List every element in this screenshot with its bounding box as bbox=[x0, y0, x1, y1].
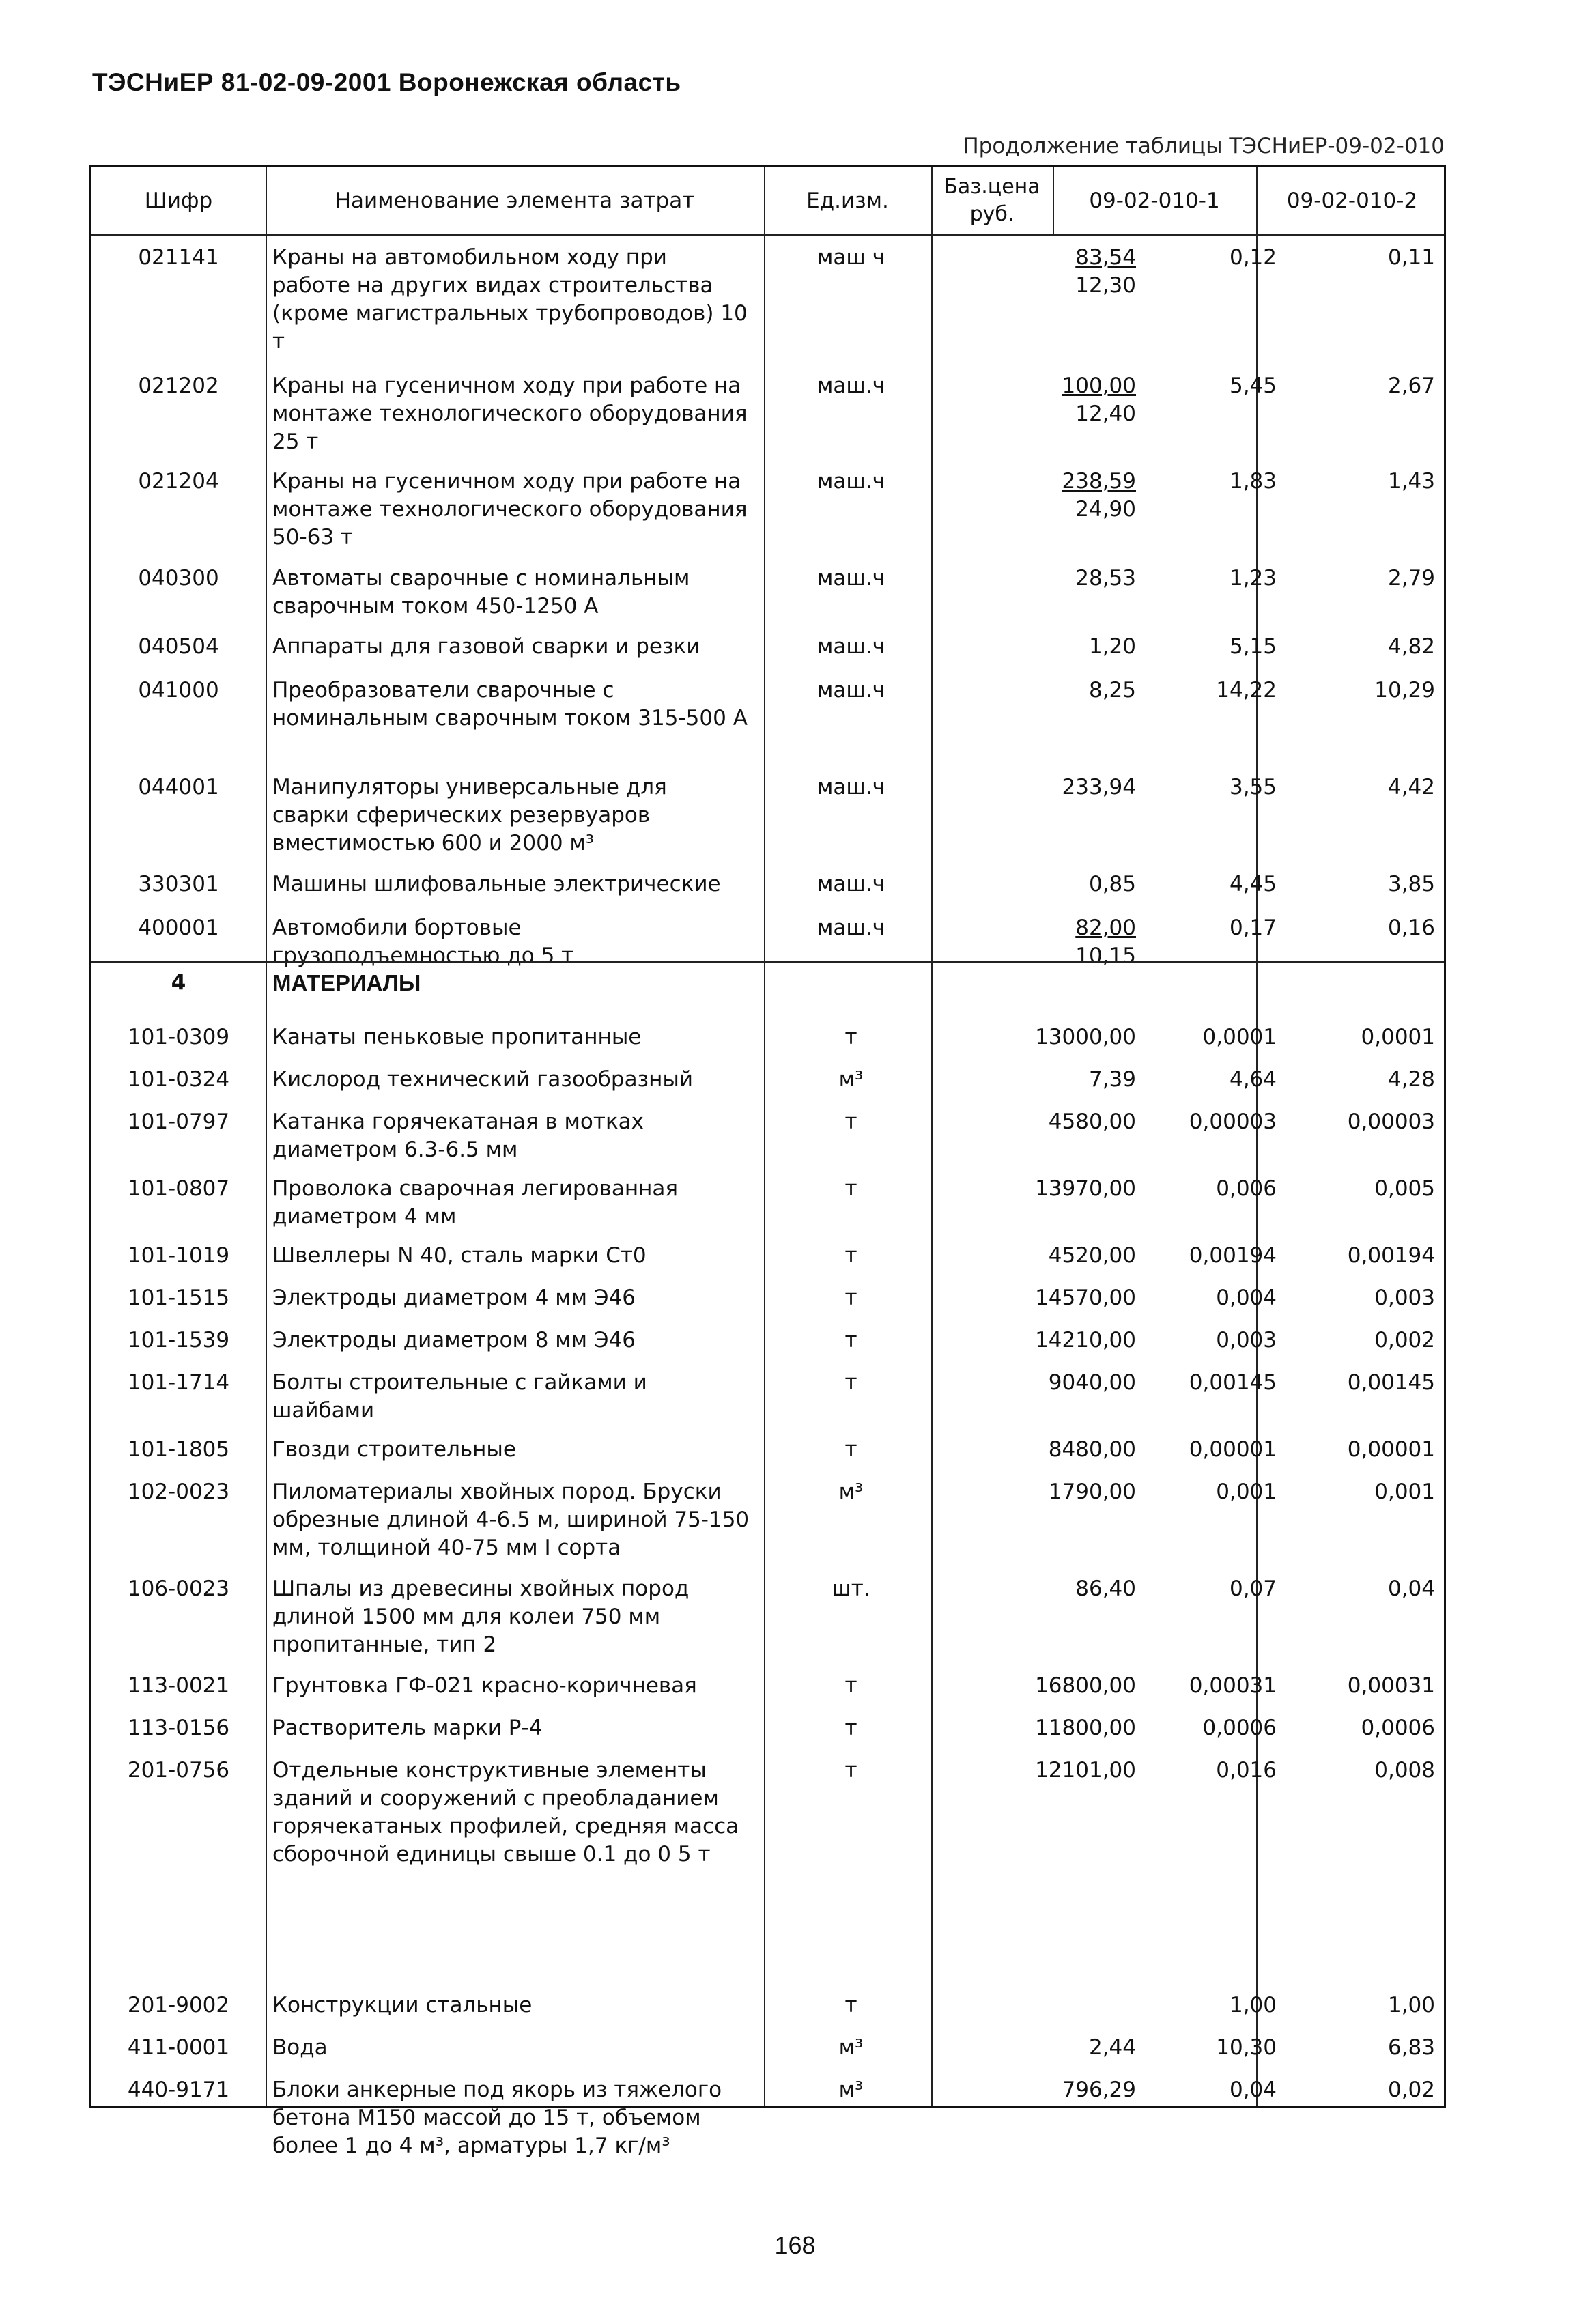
row-code: 041000 bbox=[138, 678, 219, 703]
row-price-value: 238,59 bbox=[1062, 469, 1136, 494]
row-name: Швеллеры N 40, сталь марки Ст0 bbox=[272, 1243, 647, 1268]
row-value-col1: 10,30 bbox=[1216, 2035, 1277, 2060]
row-name: Манипуляторы универсальные для сварки сферических резервуаров вместимостью 600 и 2000 м³ bbox=[272, 775, 667, 855]
row-price-sub: 10,15 bbox=[1075, 944, 1136, 968]
row-unit: т bbox=[844, 1993, 857, 2017]
row-value-col2: 0,0006 bbox=[1361, 1716, 1435, 1740]
row-code: 040300 bbox=[138, 566, 219, 591]
row-price: 14570,00 bbox=[1035, 1286, 1136, 1310]
row-unit: м³ bbox=[838, 1067, 864, 1092]
section-name: МАТЕРИАЛЫ bbox=[272, 970, 421, 995]
row-value-col2: 0,003 bbox=[1374, 1286, 1435, 1310]
row-price: 11800,00 bbox=[1035, 1716, 1136, 1740]
row-price: 13970,00 bbox=[1035, 1176, 1136, 1201]
row-code: 021204 bbox=[138, 469, 219, 494]
row-code: 101-0309 bbox=[127, 1025, 230, 1049]
header-divider bbox=[91, 234, 1444, 236]
row-price: 14210,00 bbox=[1035, 1328, 1136, 1352]
row-price-value: 82,00 bbox=[1075, 916, 1136, 940]
header-col2: 09-02-010-2 bbox=[1286, 188, 1418, 213]
column-divider bbox=[764, 167, 765, 2106]
row-value-col2: 0,008 bbox=[1374, 1758, 1435, 1783]
row-price-sub: 12,30 bbox=[1075, 273, 1136, 298]
row-value-col1: 0,0006 bbox=[1202, 1716, 1277, 1740]
row-unit: маш.ч bbox=[817, 566, 885, 591]
row-code: 101-0807 bbox=[127, 1176, 230, 1201]
row-value-col2: 0,00145 bbox=[1347, 1370, 1435, 1395]
row-name: Электроды диаметром 8 мм Э46 bbox=[272, 1328, 636, 1352]
row-unit: т bbox=[844, 1437, 857, 1462]
row-value-col1: 0,00003 bbox=[1189, 1109, 1277, 1134]
page-number: 168 bbox=[774, 2231, 816, 2259]
row-value-col1: 4,45 bbox=[1229, 872, 1277, 896]
row-value-col2: 0,001 bbox=[1374, 1479, 1435, 1504]
row-name: Аппараты для газовой сварки и резки bbox=[272, 634, 700, 659]
row-unit: т bbox=[844, 1758, 857, 1783]
row-code: 040504 bbox=[138, 634, 219, 659]
row-value-col1: 0,07 bbox=[1229, 1576, 1277, 1601]
row-code: 101-1805 bbox=[127, 1437, 230, 1462]
row-name: Проволока сварочная легированная диаметром 4 мм bbox=[272, 1176, 678, 1229]
row-name: Автомобили бортовые грузоподъемностью до 5 т bbox=[272, 916, 574, 968]
row-name: Болты строительные с гайками и шайбами bbox=[272, 1370, 647, 1423]
row-unit: маш.ч bbox=[817, 916, 885, 940]
column-divider bbox=[1256, 167, 1258, 2106]
row-name: Краны на гусеничном ходу при работе на монтаже технологического оборудования 50-63 т bbox=[272, 469, 748, 550]
row-price: 7,39 bbox=[1088, 1067, 1136, 1092]
row-code: 101-1515 bbox=[127, 1286, 230, 1310]
row-unit: шт. bbox=[832, 1576, 870, 1601]
header-name: Наименование элемента затрат bbox=[335, 188, 695, 213]
row-value-col1: 0,006 bbox=[1216, 1176, 1277, 1201]
row-unit: т bbox=[844, 1370, 857, 1395]
row-unit: маш.ч bbox=[817, 634, 885, 659]
row-code: 201-9002 bbox=[127, 1993, 230, 2017]
row-code: 113-0021 bbox=[127, 1673, 230, 1698]
header-price: Баз.цена руб. bbox=[943, 175, 1040, 226]
row-price: 8480,00 bbox=[1048, 1437, 1136, 1462]
row-value-col1: 0,0001 bbox=[1202, 1025, 1277, 1049]
row-value-col1: 3,55 bbox=[1229, 775, 1277, 799]
row-value-col2: 0,002 bbox=[1374, 1328, 1435, 1352]
row-price-value: 233,94 bbox=[1062, 775, 1136, 799]
row-code: 411-0001 bbox=[127, 2035, 230, 2060]
row-value-col2: 6,83 bbox=[1387, 2035, 1435, 2060]
row-code: 101-0324 bbox=[127, 1067, 230, 1092]
row-price: 4520,00 bbox=[1048, 1243, 1136, 1268]
row-name: Гвозди строительные bbox=[272, 1437, 516, 1462]
row-value-col2: 0,00194 bbox=[1347, 1243, 1435, 1268]
row-price-sub: 12,40 bbox=[1075, 401, 1136, 426]
row-value-col1: 0,004 bbox=[1216, 1286, 1277, 1310]
row-price: 16800,00 bbox=[1035, 1673, 1136, 1698]
row-value-col2: 2,67 bbox=[1387, 373, 1435, 398]
header-col1: 09-02-010-1 bbox=[1089, 188, 1220, 213]
row-value-col1: 14,22 bbox=[1216, 678, 1277, 703]
row-price: 1790,00 bbox=[1048, 1479, 1136, 1504]
section-divider bbox=[91, 961, 1444, 963]
row-unit: т bbox=[844, 1716, 857, 1740]
row-code: 021202 bbox=[138, 373, 219, 398]
row-value-col1: 4,64 bbox=[1229, 1067, 1277, 1092]
row-code: 330301 bbox=[138, 872, 219, 896]
table-continuation-label: Продолжение таблицы ТЭСНиЕР-09-02-010 bbox=[963, 134, 1445, 158]
section-number: 4 bbox=[171, 970, 186, 995]
row-price: 9040,00 bbox=[1048, 1370, 1136, 1395]
row-value-col2: 2,79 bbox=[1387, 566, 1435, 591]
row-value-col1: 0,00145 bbox=[1189, 1370, 1277, 1395]
row-name: Вода bbox=[272, 2035, 328, 2060]
row-unit: маш ч bbox=[817, 245, 885, 270]
row-value-col1: 5,15 bbox=[1229, 634, 1277, 659]
row-price-value: 100,00 bbox=[1062, 373, 1136, 398]
column-divider bbox=[266, 167, 267, 2106]
row-price: 86,40 bbox=[1075, 1576, 1136, 1601]
row-value-col2: 0,0001 bbox=[1361, 1025, 1435, 1049]
row-unit: т bbox=[844, 1176, 857, 1201]
row-value-col1: 0,12 bbox=[1229, 245, 1277, 270]
row-name: Кислород технический газообразный bbox=[272, 1067, 693, 1092]
row-unit: маш.ч bbox=[817, 678, 885, 703]
rates-table bbox=[89, 165, 1446, 2158]
row-code: 021141 bbox=[138, 245, 219, 270]
row-unit: т bbox=[844, 1286, 857, 1310]
row-value-col2: 10,29 bbox=[1374, 678, 1435, 703]
row-unit: т bbox=[844, 1109, 857, 1134]
row-price-value: 0,85 bbox=[1088, 872, 1136, 896]
row-value-col2: 0,00001 bbox=[1347, 1437, 1435, 1462]
row-name: Канаты пеньковые пропитанные bbox=[272, 1025, 642, 1049]
row-value-col1: 1,83 bbox=[1229, 469, 1277, 494]
row-value-col1: 1,23 bbox=[1229, 566, 1277, 591]
row-price-value: 1,20 bbox=[1088, 634, 1136, 659]
row-code: 113-0156 bbox=[127, 1716, 230, 1740]
row-name: Растворитель марки Р-4 bbox=[272, 1716, 543, 1740]
row-value-col2: 3,85 bbox=[1387, 872, 1435, 896]
row-code: 101-0797 bbox=[127, 1109, 230, 1134]
row-name: Пиломатериалы хвойных пород. Бруски обрезные длиной 4-6.5 м, шириной 75-150 мм, толщиной 40-75 мм I сорта bbox=[272, 1479, 750, 1560]
row-value-col1: 1,00 bbox=[1229, 1993, 1277, 2017]
row-name: Преобразователи сварочные с номинальным сварочным током 315-500 А bbox=[272, 678, 748, 731]
row-unit: маш.ч bbox=[817, 872, 885, 896]
row-code: 102-0023 bbox=[127, 1479, 230, 1504]
row-price: 796,29 bbox=[1062, 2078, 1136, 2102]
row-price-value: 28,53 bbox=[1075, 566, 1136, 591]
row-unit: м³ bbox=[838, 2035, 864, 2060]
row-value-col2: 0,00003 bbox=[1347, 1109, 1435, 1134]
row-unit: маш.ч bbox=[817, 775, 885, 799]
row-unit: м³ bbox=[838, 2078, 864, 2102]
row-code: 101-1714 bbox=[127, 1370, 230, 1395]
row-price-value: 83,54 bbox=[1075, 245, 1136, 270]
row-name: Машины шлифовальные электрические bbox=[272, 872, 721, 896]
row-value-col2: 4,42 bbox=[1387, 775, 1435, 799]
document-title: ТЭСНиЕР 81-02-09-2001 Воронежская область bbox=[92, 68, 681, 96]
row-code: 106-0023 bbox=[127, 1576, 230, 1601]
row-name: Катанка горячекатаная в мотках диаметром 6.3-6.5 мм bbox=[272, 1109, 644, 1162]
row-value-col1: 0,17 bbox=[1229, 916, 1277, 940]
row-code: 101-1019 bbox=[127, 1243, 230, 1268]
row-value-col2: 0,16 bbox=[1387, 916, 1435, 940]
row-price: 13000,00 bbox=[1035, 1025, 1136, 1049]
row-value-col2: 1,43 bbox=[1387, 469, 1435, 494]
row-unit: маш.ч bbox=[817, 373, 885, 398]
row-value-col2: 1,00 bbox=[1387, 1993, 1435, 2017]
row-price-sub: 24,90 bbox=[1075, 497, 1136, 522]
row-price: 2,44 bbox=[1088, 2035, 1136, 2060]
row-value-col1: 0,001 bbox=[1216, 1479, 1277, 1504]
row-value-col2: 0,11 bbox=[1387, 245, 1435, 270]
row-code: 044001 bbox=[138, 775, 219, 799]
header-code: Шифр bbox=[144, 188, 213, 213]
row-value-col2: 0,005 bbox=[1374, 1176, 1435, 1201]
row-value-col1: 0,003 bbox=[1216, 1328, 1277, 1352]
row-code: 101-1539 bbox=[127, 1328, 230, 1352]
row-name: Автоматы сварочные с номинальным сварочным током 450-1250 А bbox=[272, 566, 690, 619]
row-price-value: 8,25 bbox=[1088, 678, 1136, 703]
row-name: Шпалы из древесины хвойных пород длиной 1500 мм для колеи 750 мм пропитанные, тип 2 bbox=[272, 1576, 690, 1657]
row-unit: м³ bbox=[838, 1479, 864, 1504]
row-price: 12101,00 bbox=[1035, 1758, 1136, 1783]
row-unit: т bbox=[844, 1243, 857, 1268]
row-unit: маш.ч bbox=[817, 469, 885, 494]
header-unit: Ед.изм. bbox=[806, 188, 889, 213]
row-name: Электроды диаметром 4 мм Э46 bbox=[272, 1286, 636, 1310]
column-divider bbox=[931, 167, 933, 2106]
row-unit: т bbox=[844, 1673, 857, 1698]
row-name: Краны на гусеничном ходу при работе на монтаже технологического оборудования 25 т bbox=[272, 373, 748, 454]
row-name: Блоки анкерные под якорь из тяжелого бетона М150 массой до 15 т, объемом более 1 до 4 м³, арматуры 1,7 кг/м³ bbox=[272, 2078, 722, 2158]
row-price: 4580,00 bbox=[1048, 1109, 1136, 1134]
row-name: Краны на автомобильном ходу при работе на других видах строительства (кроме магистральных трубопроводов) 10 т bbox=[272, 245, 748, 354]
row-unit: т bbox=[844, 1025, 857, 1049]
row-code: 440-9171 bbox=[127, 2078, 230, 2102]
row-value-col1: 0,00001 bbox=[1189, 1437, 1277, 1462]
row-value-col2: 0,02 bbox=[1387, 2078, 1435, 2102]
row-value-col2: 0,00031 bbox=[1347, 1673, 1435, 1698]
row-name: Отдельные конструктивные элементы зданий и сооружений с преобладанием горячекатаных профилей, средняя масса сборочной единицы свыше 0.1 до 0 5 т bbox=[272, 1758, 739, 1867]
row-name: Грунтовка ГФ-021 красно-коричневая bbox=[272, 1673, 697, 1698]
row-name: Конструкции стальные bbox=[272, 1993, 533, 2017]
row-value-col1: 0,04 bbox=[1229, 2078, 1277, 2102]
row-value-col1: 5,45 bbox=[1229, 373, 1277, 398]
row-unit: т bbox=[844, 1328, 857, 1352]
row-code: 400001 bbox=[138, 916, 219, 940]
row-value-col1: 0,016 bbox=[1216, 1758, 1277, 1783]
row-code: 201-0756 bbox=[127, 1758, 230, 1783]
row-value-col1: 0,00194 bbox=[1189, 1243, 1277, 1268]
row-value-col1: 0,00031 bbox=[1189, 1673, 1277, 1698]
row-value-col2: 4,28 bbox=[1387, 1067, 1435, 1092]
row-value-col2: 0,04 bbox=[1387, 1576, 1435, 1601]
row-value-col2: 4,82 bbox=[1387, 634, 1435, 659]
